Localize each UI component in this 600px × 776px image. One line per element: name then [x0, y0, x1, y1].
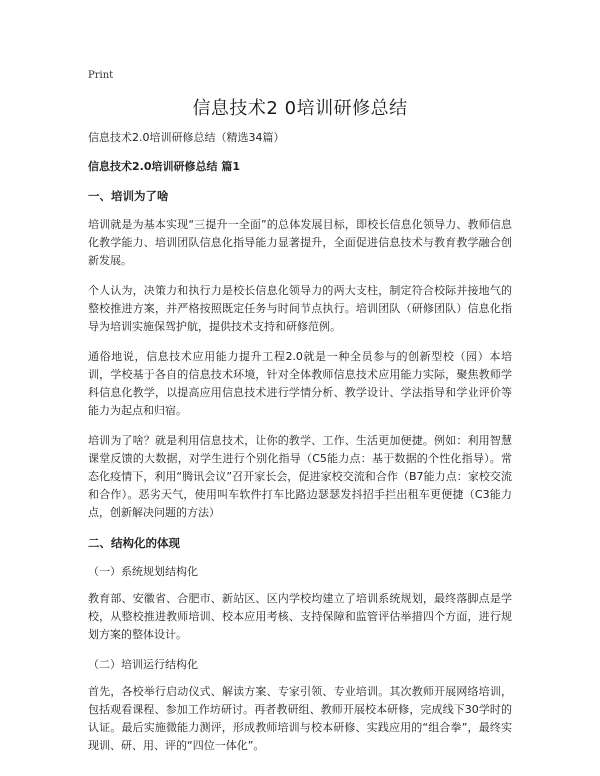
paragraph: 教育部、安徽省、合肥市、新站区、区内学校均建立了培训系统规划，最终落脚点是学校，从整校推进教师培训、校本应用考核、支持保障和监管评估举措四个方面，进行规划方案的整体设计。 — [88, 592, 512, 641]
paragraph: 个人认为，决策力和执行力是校长信息化领导力的两大支柱，制定符合校际并接地气的整校推进方案，并严格按照既定任务与时间节点执行。培训团队（研修团队）信息化指导为培训实施保驾护航，提供技术支持和研修范例。 — [88, 284, 512, 333]
sub-heading-training-operation: （二）培训运行结构化 — [88, 658, 198, 671]
heading-training-purpose: 一、培训为了啥 — [88, 189, 169, 203]
paragraph: 培训为了啥？就是利用信息技术，让你的教学、工作、生活更加便捷。例如：利用智慧课堂反馈的大数据，对学生进行个别化指导（C5能力点：基于数据的个性化指导）。常态化疫情下，利用“腾讯会议”召开家长会，促进家校交流和合作（B7能力点：家校交流和合作）。恶劣天气，使用叫车软件打车比路边瑟瑟发抖招手拦出租车更便捷（C3能力点，创新解决问题的方法） — [88, 434, 512, 519]
heading-structure: 二、结构化的体现 — [88, 536, 180, 550]
document-title: 信息技术2 0培训研修总结 — [192, 98, 408, 119]
paragraph: 首先，各校举行启动仪式、解读方案、专家引领、专业培训。其次教师开展网络培训，包括观看课程、参加工作坊研讨。再者教研组、教师开展校本研修，完成线下30学时的认证。最后实施微能力测评，形成教师培训与校本研修、实践应用的“组合拳”，最终实现训、研、用、评的“四位一体化”。 — [88, 685, 512, 752]
section-title: 信息技术2.0培训研修总结 篇1 — [88, 160, 240, 173]
document-subtitle: 信息技术2.0培训研修总结（精选34篇） — [88, 131, 285, 144]
print-label[interactable]: Print — [88, 70, 114, 81]
sub-heading-system-planning: （一）系统规划结构化 — [88, 565, 198, 578]
paragraph: 通俗地说，信息技术应用能力提升工程2.0就是一种全员参与的创新型校（园）本培训，学校基于各自的信息技术环境，针对全体教师信息技术应用能力实际，聚焦教师学科信息化教学，以提高应用信息技术进行学情分析、教学设计、学法指导和学业评价等能力为起点和归宿。 — [88, 350, 512, 417]
paragraph: 培训就是为基本实现“三提升一全面”的总体发展目标，即校长信息化领导力、教师信息化教学能力、培训团队信息化指导能力显著提升，全面促进信息技术与教育教学融合创新发展。 — [88, 218, 512, 267]
